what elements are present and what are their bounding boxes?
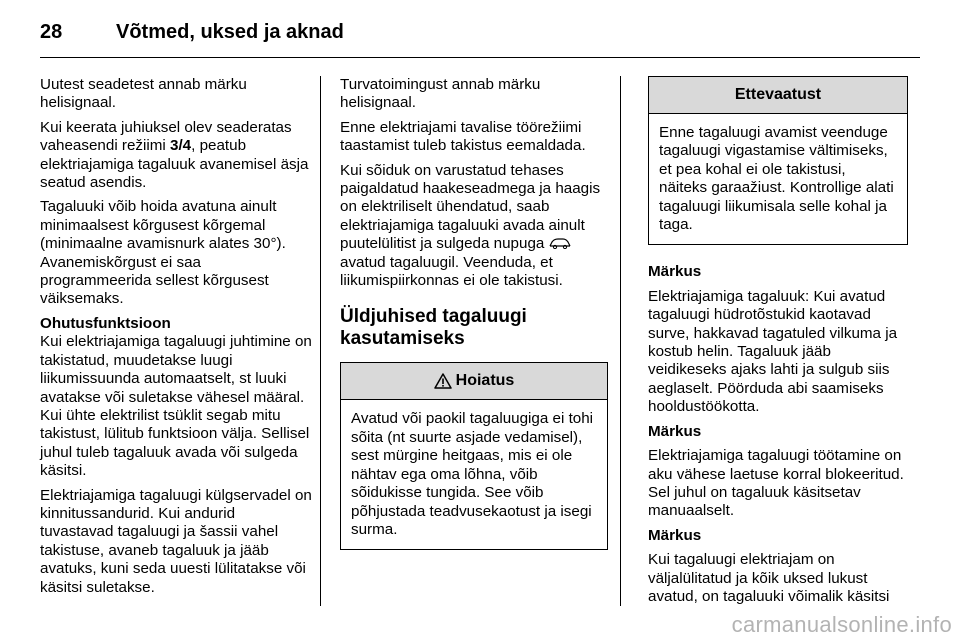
- header-rule: [40, 57, 920, 58]
- warning-text: Avatud või paokil tagaluugiga ei tohi sõita (nt suurte asjade vedamisel), sest mürgine heitgaas, mis ei ole nähtav ega oma lõhna, võib sõidukisse tungida. See võib põhjustada teadvusekaotust ja isegi surma.: [351, 410, 594, 538]
- warning-box-body: [341, 400, 607, 549]
- column-2: [340, 76, 608, 568]
- page-header: [40, 16, 344, 48]
- caution-title: Ettevaatust: [734, 85, 822, 103]
- warning-triangle-icon: [434, 373, 452, 389]
- section-title: Üldjuhised tagaluugi kasutamiseks: [340, 306, 527, 350]
- bold-text: 3/4: [170, 137, 192, 155]
- column-divider-2: [620, 76, 621, 606]
- paragraph: [40, 119, 312, 193]
- note-label: Märkus: [648, 526, 702, 544]
- paragraph: Elektriajamiga tagaluugi külgservadel on kinnitussandurid. Kui andurid tuvastavad tagaluugi ja šassii vahel takistuse, avaneb tagaluuk ja jääb avatuks, kuni seda uuesti lülitatakse või käsitsi suletakse.: [40, 486, 312, 596]
- paragraph: Enne elektriajami tavalise töörežiimi taastamist tuleb takistus eemaldada.: [340, 118, 586, 155]
- warning-box: [340, 362, 608, 550]
- column-1: [40, 76, 312, 603]
- paragraph: Turvatoimingust annab märku helisignaal.: [340, 76, 541, 112]
- note-label: Märkus: [648, 422, 702, 440]
- page-number: 28: [40, 20, 63, 43]
- caution-box-body: [649, 114, 907, 244]
- text-run: avatud tagaluugil. Veenduda, et liikumispiirkonnas ei ole takistusi.: [340, 253, 563, 290]
- paragraph: [340, 162, 608, 291]
- caution-box: [648, 76, 908, 245]
- paragraph: Tagaluuki võib hoida avatuna ainult minimaalsest kõrgusest kõrgemal (minimaalne avamisnurk alates 30°). Avanemiskõrgust ei saa programmeerida sellest kõrgusest väiksemaks.: [40, 198, 286, 308]
- note-label: Märkus: [648, 263, 702, 281]
- text-run: , peatub elektriajamiga tagaluuk avanemisel äsja seatud asendis.: [40, 137, 309, 192]
- page-title: Võtmed, uksed ja aknad: [116, 20, 344, 43]
- text-run: Kui keerata juhiuksel olev seaderatas vaheasendi režiimi: [40, 118, 292, 155]
- warning-box-header: [341, 363, 607, 400]
- note-text: Elektriajamiga tagaluuk: Kui avatud tagaluugi hüdrotõstukid kaotavad surve, hakkavad tagatuled vilkuma ja kostub helin. Tagaluuk jääb veidikeseks ajaks lahti ja sulgub siis aeglaselt. Pöörduda abi saamiseks hooldustöökotta.: [648, 287, 898, 416]
- text-run: Kui sõiduk on varustatud tehases paigaldatud haakeseadmega ja haagis on elektriliselt ühendatud, saab elektriajamiga tagaluuki avada ainult puutelülitist ja sulgeda nupuga: [340, 161, 601, 253]
- warning-title: Hoiatus: [455, 372, 515, 390]
- car-tailgate-icon: [549, 237, 571, 249]
- caution-box-header: [649, 77, 907, 114]
- paragraph: Kui elektriajamiga tagaluugi juhtimine on takistatud, muudetakse luugi liikumissuunda automaatselt, st luuki avatakse või suletakse vähesel määral. Kui ühte elektrilist tsüklit segab mitu takistust, lülitub funktsioon välja. Sellisel juhul tuleb tagaluuk avada või sulgeda käsitsi.: [40, 333, 312, 480]
- note-text: Kui tagaluugi elektriajam on väljalülitatud ja kõik uksed lukust avatud, on tagaluuki võimalik käsitsi: [648, 551, 890, 605]
- subheading: Ohutusfunktsioon: [40, 314, 171, 332]
- caution-text: Enne tagaluugi avamist veenduge tagaluugi vigastamise vältimiseks, et pea kohal ei ole takistusi, näiteks garaažiust. Kontrollige alati tagaluugi liikumisala selle kohal ja taga.: [659, 124, 894, 234]
- paragraph: Uutest seadetest annab märku helisignaal.: [40, 76, 247, 112]
- note-text: Elektriajamiga tagaluugi töötamine on aku vähese laetuse korral blokeeritud. Sel juhul on tagaluuk käsitsetav manuaalselt.: [648, 447, 904, 520]
- column-3: [648, 76, 908, 612]
- watermark: carmanualsonline.info: [731, 612, 952, 637]
- column-divider-1: [320, 76, 321, 606]
